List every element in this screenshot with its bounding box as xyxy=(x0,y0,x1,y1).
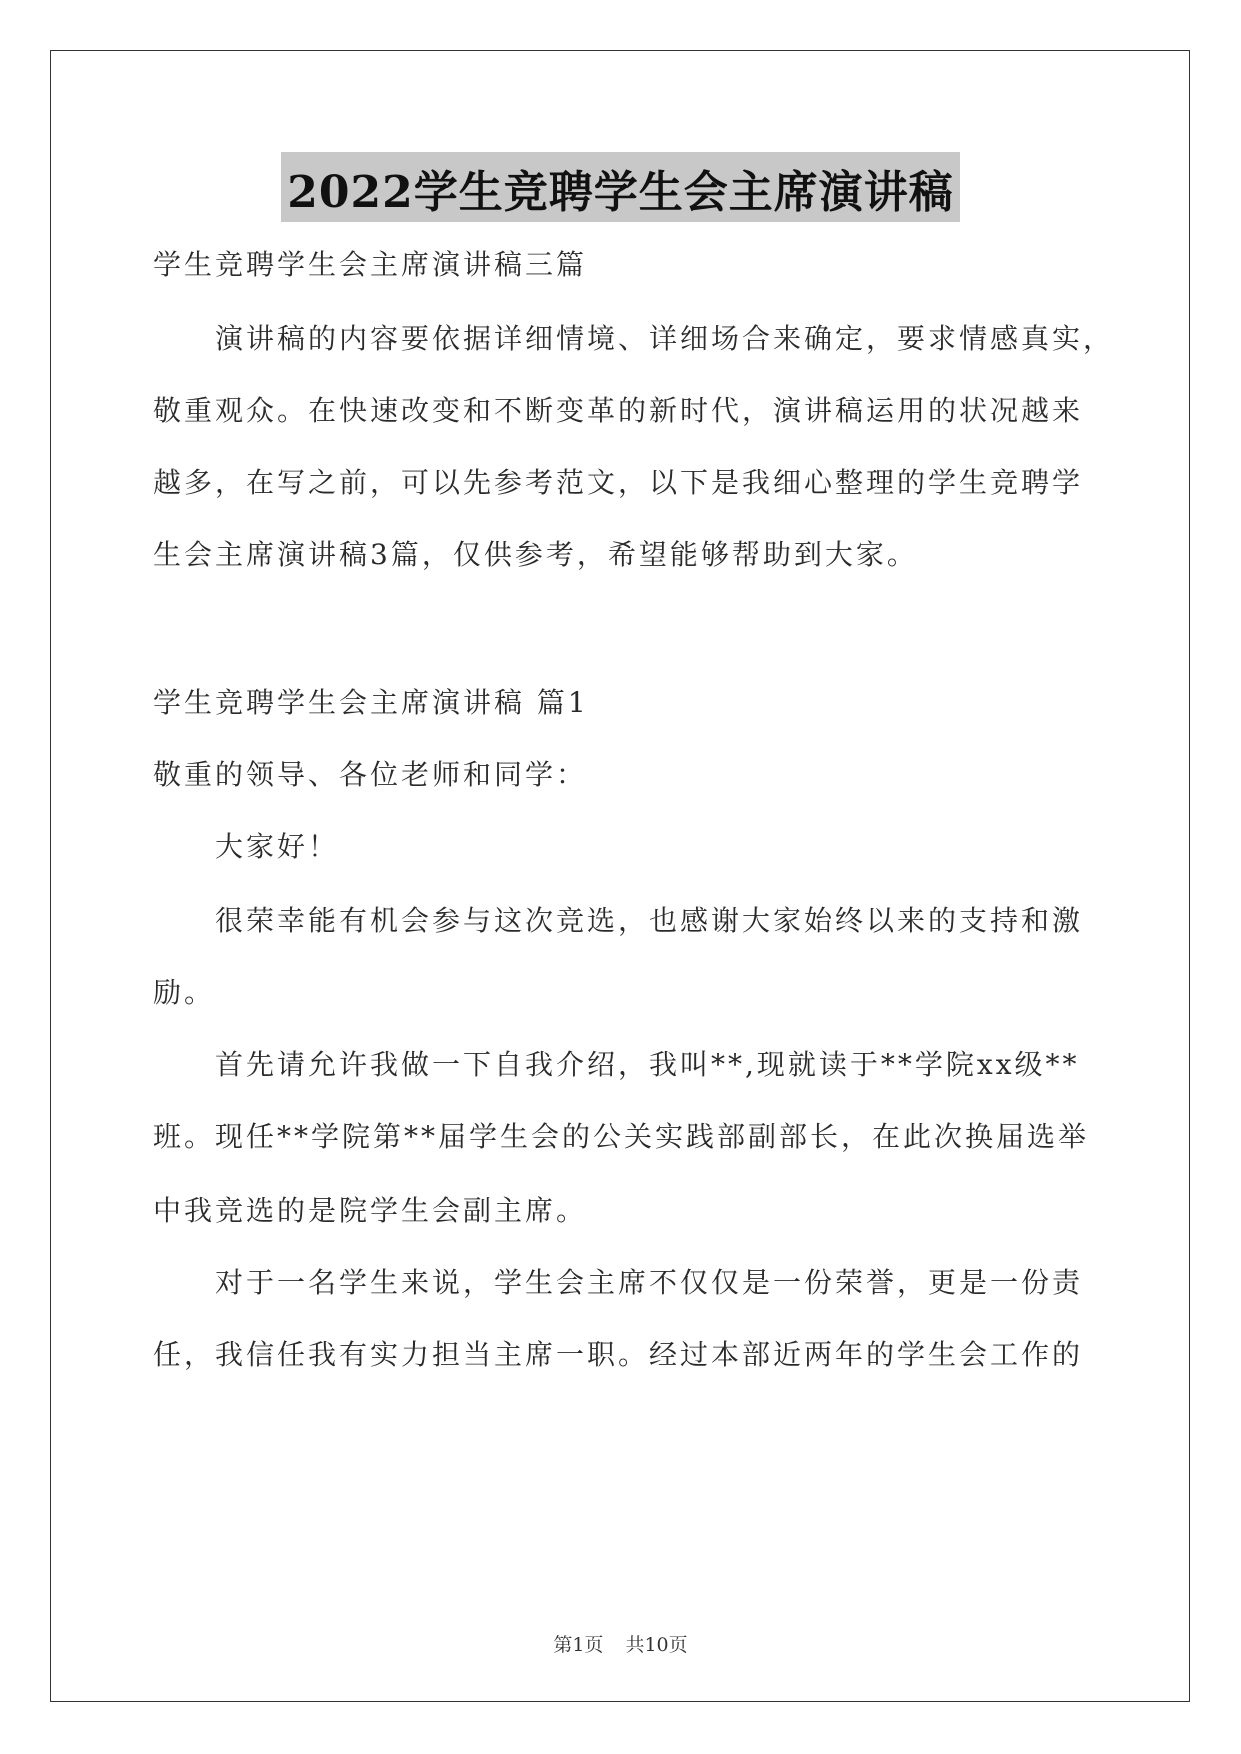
page-number: 第1页 xyxy=(553,1634,604,1656)
paragraph-line: 任，我信任我有实力担当主席一职。经过本部近两年的学生会工作的 xyxy=(153,1338,1084,1371)
paragraph-line: 首先请允许我做一下自我介绍，我叫**,现就读于**学院xx级** xyxy=(215,1048,1080,1081)
subtitle-line: 学生竞聘学生会主席演讲稿三篇 xyxy=(153,248,588,281)
paragraph-line: 励。 xyxy=(153,976,216,1009)
paragraph-line: 生会主席演讲稿3篇，仅供参考，希望能够帮助到大家。 xyxy=(153,538,918,571)
page-footer xyxy=(0,1630,1241,1657)
paragraph-line: 对于一名学生来说，学生会主席不仅仅是一份荣誉，更是一份责 xyxy=(215,1266,1084,1299)
section-heading: 学生竞聘学生会主席演讲稿 篇1 xyxy=(153,686,589,719)
paragraph-line: 中我竞选的是院学生会副主席。 xyxy=(153,1194,588,1227)
page-total: 共10页 xyxy=(625,1634,688,1656)
paragraph-line: 敬重观众。在快速改变和不断变革的新时代，演讲稿运用的状况越来 xyxy=(153,394,1084,427)
page-border xyxy=(50,50,1190,1702)
salutation-line: 敬重的领导、各位老师和同学： xyxy=(153,758,588,791)
paragraph-line: 班。现任**学院第**届学生会的公关实践部副部长，在此次换届选举 xyxy=(153,1120,1090,1153)
title-container xyxy=(0,152,1241,222)
greeting-line: 大家好！ xyxy=(215,830,340,863)
paragraph-line: 很荣幸能有机会参与这次竞选，也感谢大家始终以来的支持和激 xyxy=(215,904,1084,937)
paragraph-line: 越多，在写之前，可以先参考范文，以下是我细心整理的学生竞聘学 xyxy=(153,466,1084,499)
paragraph-line: 演讲稿的内容要依据详细情境、详细场合来确定，要求情感真实， xyxy=(215,322,1115,355)
document-title: 2022学生竞聘学生会主席演讲稿 xyxy=(281,152,959,222)
